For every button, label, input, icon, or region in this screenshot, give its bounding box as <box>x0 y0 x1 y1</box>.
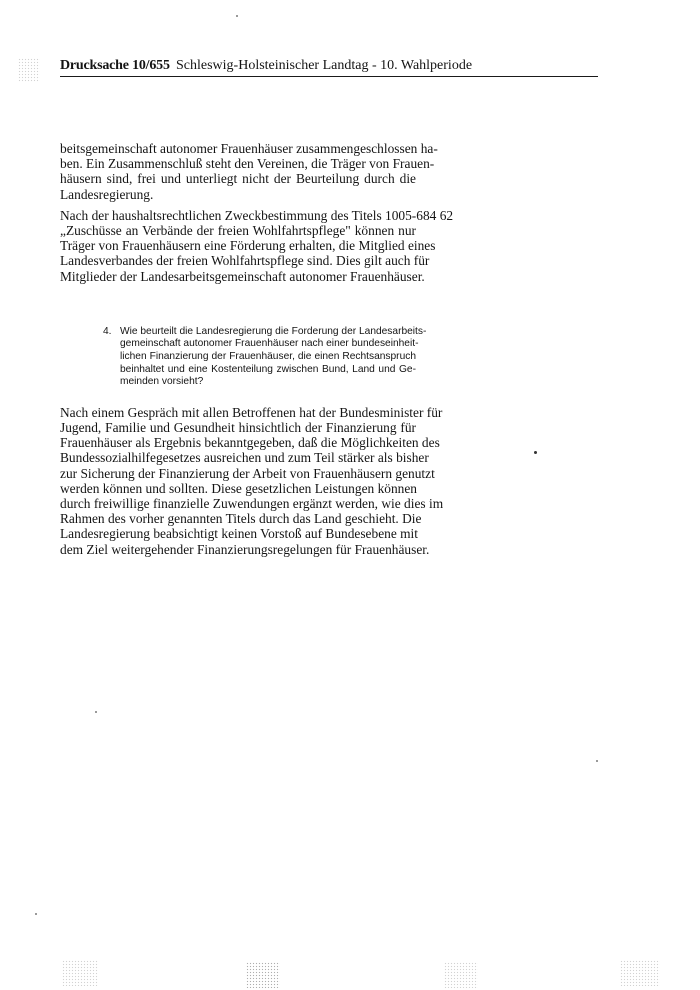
text-line: Nach einem Gespräch mit allen Betroffenen hat der Bundesminister für <box>60 404 443 420</box>
paragraph-2 <box>60 207 454 284</box>
text-line: Frauenhäuser als Ergebnis bekanntgegeben, daß die Möglichkeiten des <box>60 435 440 451</box>
text-line: Jugend, Familie und Gesundheit hinsichtlich der Finanzierung für <box>60 420 416 435</box>
text-line: „Zuschüsse an Verbände der freien Wohlfahrtspflege" können nur <box>60 223 416 239</box>
scan-noise <box>444 962 478 988</box>
paragraph-1 <box>60 141 438 202</box>
text-line: ben. Ein Zusammenschluß steht den Vereinen, die Träger von Frauen- <box>60 156 435 172</box>
scan-speck <box>596 760 598 762</box>
scan-noise <box>18 58 40 82</box>
text-line: Landesregierung. <box>60 186 154 202</box>
text-line: Wie beurteilt die Landesregierung die Forderung der Landesarbeits- <box>120 325 427 337</box>
page-content <box>60 141 454 557</box>
text-line: meinden vorsieht? <box>120 376 204 388</box>
text-line: Nach der haushaltsrechtlichen Zweckbestimmung des Titels 1005-684 62 <box>60 207 454 223</box>
document-number: Drucksache 10/655 <box>60 58 170 73</box>
text-line: häusern sind, frei und unterliegt nicht der Beurteilung durch die <box>60 171 416 187</box>
scan-noise <box>620 960 660 986</box>
text-line: gemeinschaft autonomer Frauenhäuser nach einer bundeseinheit- <box>120 338 419 350</box>
text-line: Landesverbandes der freien Wohlfahrtspflege sind. Dies gilt auch für <box>60 253 430 269</box>
text-line: Bundessozialhilfegesetzes ausreichen und zum Teil stärker als bisher <box>60 450 429 466</box>
text-line: beitsgemeinschaft autonomer Frauenhäuser zusammengeschlossen ha- <box>60 141 438 156</box>
header-title: Schleswig-Holsteinischer Landtag - 10. Wahlperiode <box>176 58 473 73</box>
scan-noise <box>62 960 98 986</box>
scan-speck <box>95 711 97 713</box>
text-line: Mitglieder der Landesarbeitsgemeinschaft autonomer Frauenhäuser. <box>60 268 425 284</box>
scan-noise <box>246 962 280 988</box>
text-line: Landesregierung beabsichtigt keinen Vorstoß auf Bundesebene mit <box>60 526 418 542</box>
question-number: 4. <box>103 325 112 337</box>
text-line: dem Ziel weitergehender Finanzierungsregelungen für Frauenhäuser. <box>60 541 430 557</box>
scan-speck <box>534 451 537 454</box>
answer-paragraph <box>60 404 444 557</box>
text-line: zur Sicherung der Finanzierung der Arbeit von Frauenhäusern genutzt <box>60 465 435 481</box>
text-line: Träger von Frauenhäusern eine Förderung erhalten, die Mitglied eines <box>60 238 436 254</box>
scan-speck <box>35 913 37 915</box>
question-text <box>120 325 427 389</box>
text-line: lichen Finanzierung der Frauenhäuser, die einen Rechtsanspruch <box>120 351 416 363</box>
text-line: werden können und sollten. Diese gesetzlichen Leistungen können <box>60 480 417 496</box>
question-4 <box>60 325 427 389</box>
page-header <box>60 56 598 77</box>
scan-speck <box>236 15 238 17</box>
text-line: Rahmen des vorher genannten Titels durch das Land geschieht. Die <box>60 511 422 527</box>
text-line: durch freiwillige finanzielle Zuwendungen ergänzt werden, wie dies im <box>60 496 444 512</box>
text-line: beinhaltet und eine Kostenteilung zwischen Bund, Land und Ge- <box>120 363 416 375</box>
